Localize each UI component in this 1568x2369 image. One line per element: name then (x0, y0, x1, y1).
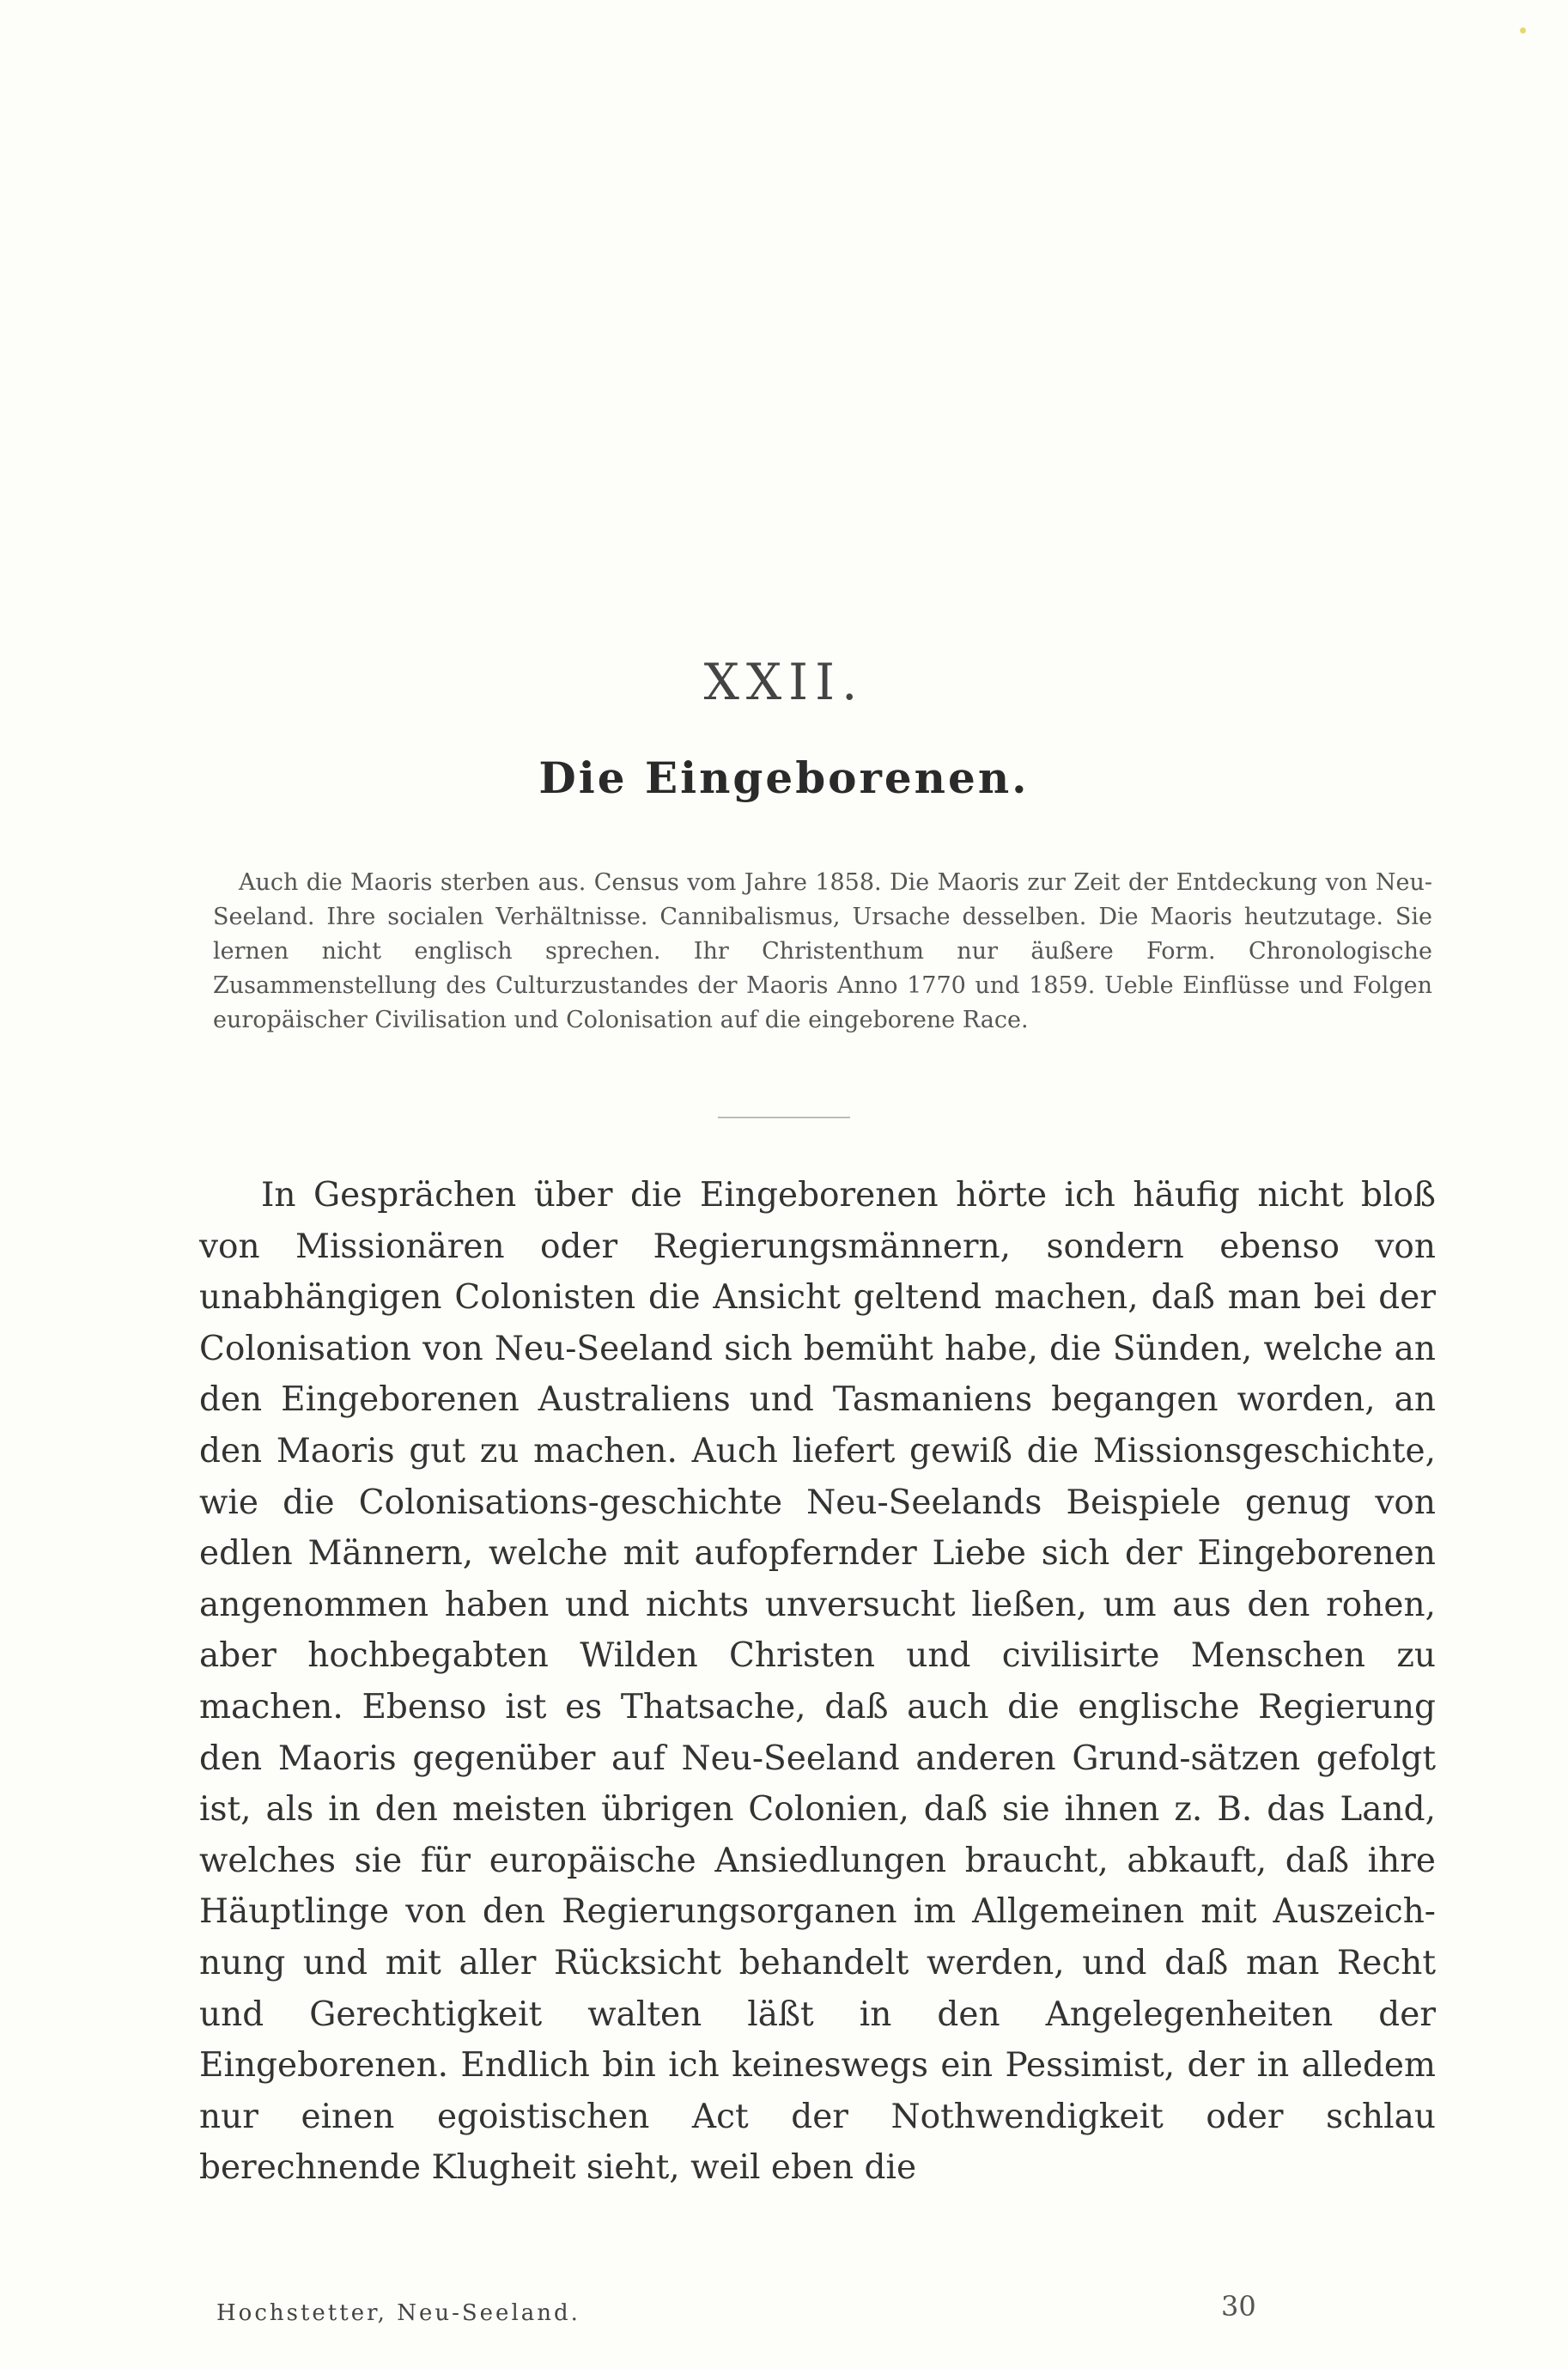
running-footer-author: Hochstetter, Neu-Seeland. (216, 2300, 580, 2326)
section-divider (718, 1117, 850, 1118)
ink-speck (1520, 27, 1526, 33)
chapter-title: Die Eingeborenen. (538, 752, 1030, 803)
chapter-summary: Auch die Maoris sterben aus. Census vom Jahre 1858. Die Maoris zur Zeit der Entdeckung von Neu-Seeland. Ihre socialen Verhältnisse. Cannibalismus, Ursache desselben. Die Maoris heutzutage. Sie lernen nicht englisch sprechen. Ihr Christenthum nur äußere Form. Chronologische Zusammenstellung des Culturzustandes der Maoris Anno 1770 und 1859. Ueble Einflüsse und Folgen europäischer Civilisation und Colonisation auf die eingeborene Race. (213, 869, 1432, 1033)
page-number: 30 (1221, 2290, 1256, 2323)
body-paragraph: In Gesprächen über die Eingeborenen hörte ich häufig nicht bloß von Missionären oder Regierungsmännern, sondern ebenso von unabhängigen Colonisten die Ansicht geltend machen, daß man bei der Colonisation von Neu-Seeland sich bemüht habe, die Sünden, welche an den Eingeborenen Australiens und Tasmaniens begangen worden, an den Maoris gut zu machen. Auch liefert gewiß die Missionsgeschichte, wie die Colonisations-geschichte Neu-Seelands Beispiele genug von edlen Männern, welche mit aufopfernder Liebe sich der Eingeborenen angenommen haben und nichts unversucht ließen, um aus den rohen, aber hochbegabten Wilden Christen und civilisirte Menschen zu machen. Ebenso ist es Thatsache, daß auch die englische Regierung den Maoris gegenüber auf Neu-Seeland anderen Grund-sätzen gefolgt ist, als in den meisten übrigen Colonien, daß sie ihnen z. B. das Land, welches sie für europäische Ansiedlungen braucht, abkauft, daß ihre Häuptlinge von den Regierungsorganen im Allgemeinen mit Auszeich-nung und mit aller Rücksicht behandelt werden, und daß man Recht und Gerechtigkeit walten läßt in den Angelegenheiten der Eingeborenen. Endlich bin ich keineswegs ein Pessimist, der in alledem nur einen egoistischen Act der Nothwendigkeit oder schlau berechnende Klugheit sieht, weil eben die (199, 1176, 1436, 2188)
chapter-number: XXII. (703, 653, 865, 711)
